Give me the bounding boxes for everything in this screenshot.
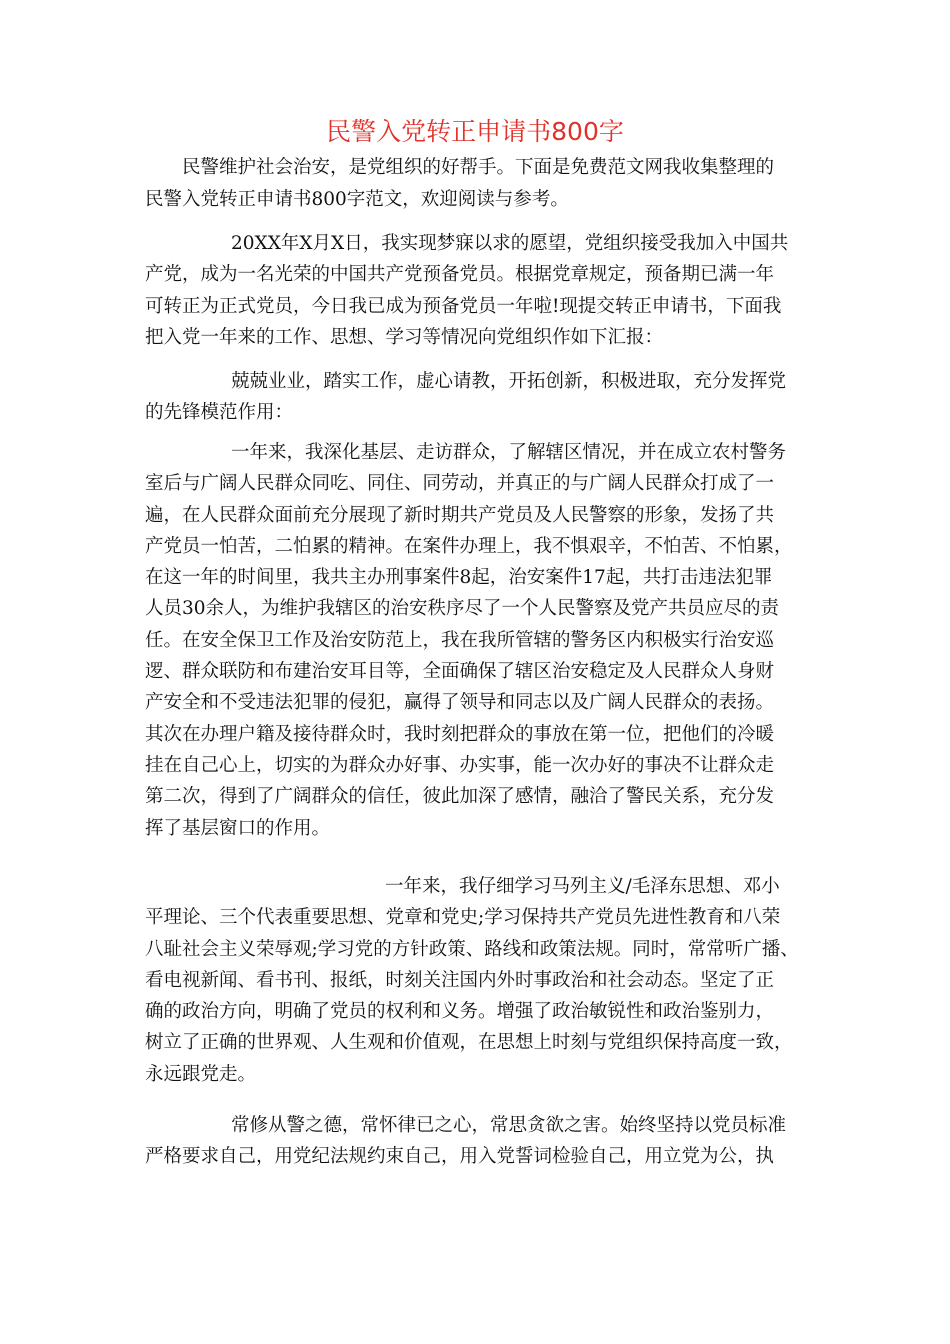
text-line: 任。在安全保卫工作及治安防范上，我在我所管辖的警务区内积极实行治安巡 — [145, 629, 775, 651]
text-line: 产党员一怕苦，二怕累的精神。在案件办理上，我不惧艰辛，不怕苦、不怕累， — [145, 535, 793, 557]
text-line: 在这一年的时间里，我共主办刑事案件8起，治安案件17起，共打击违法犯罪 — [145, 567, 773, 589]
intro-paragraph — [145, 152, 805, 216]
text-line: 平理论、三个代表重要思想、党章和党史;学习保持共产党员先进性教育和八荣 — [145, 907, 781, 929]
text-line: 挥了基层窗口的作用。 — [145, 817, 331, 839]
text-line: 产安全和不受违法犯罪的侵犯，赢得了领导和同志以及广阔人民群众的表扬。 — [145, 692, 775, 714]
paragraph-3 — [145, 437, 805, 844]
text-line: 挂在自己心上，切实的为群众办好事、办实事，能一次办好的事决不让群众走 — [145, 754, 775, 776]
text-line: 人员30余人，为维护我辖区的治安秩序尽了一个人民警察及党产共员应尽的责 — [145, 598, 780, 620]
text-line: 第二次，得到了广阔群众的信任，彼此加深了感情，融洽了警民关系，充分发 — [145, 786, 775, 808]
text-line: 兢兢业业，踏实工作，虚心请教，开拓创新，积极进取，充分发挥党 — [231, 371, 787, 392]
text-line: 可转正为正式党员，今日我已成为预备党员一年啦!现提交转正申请书，下面我 — [145, 295, 782, 317]
text-line: 树立了正确的世界观、人生观和价值观，在思想上时刻与党组织保持高度一致， — [145, 1032, 793, 1054]
text-line: 室后与广阔人民群众同吃、同住、同劳动，并真正的与广阔人民群众打成了一 — [145, 473, 775, 495]
text-line: 看电视新闻、看书刊、报纸，时刻关注国内外时事政治和社会动态。坚定了正 — [145, 969, 775, 991]
text-line: 民警入党转正申请书800字范文，欢迎阅读与参考。 — [145, 189, 569, 210]
paragraph-4 — [145, 871, 805, 1090]
text-line: 八耻社会主义荣辱观;学习党的方针政策、路线和政策法规。同时，常常听广播、 — [145, 938, 799, 960]
text-line: 永远跟党走。 — [145, 1063, 257, 1085]
text-line: 常修从警之德，常怀律已之心，常思贪欲之害。始终坚持以党员标准 — [231, 1115, 787, 1136]
text-line: 其次在办理户籍及接待群众时，我时刻把群众的事放在第一位，把他们的冷暖 — [145, 723, 775, 745]
text-line: 把入党一年来的工作、思想、学习等情况向党组织作如下汇报： — [145, 326, 664, 348]
text-line: 确的政治方向，明确了党员的权利和义务。增强了政治敏锐性和政治鉴别力， — [145, 1001, 775, 1023]
paragraph-1 — [145, 228, 805, 353]
text-line: 逻、群众联防和布建治安耳目等，全面确保了辖区治安稳定及人民群众人身财 — [145, 661, 775, 683]
text-line: 民警维护社会治安，是党组织的好帮手。下面是免费范文网我收集整理的 — [182, 157, 775, 178]
paragraph-5 — [145, 1110, 805, 1173]
document-title: 民警入党转正申请书800字 — [326, 117, 624, 146]
text-line: 的先锋模范作用： — [145, 402, 294, 424]
text-line: 严格要求自己，用党纪法规约束自己，用入党誓词检验自己，用立党为公，执 — [145, 1146, 775, 1168]
text-line: 一年来，我仔细学习马列主义/毛泽东思想、邓小 — [385, 876, 780, 897]
text-line: 遍，在人民群众面前充分展现了新时期共产党员及人民警察的形象，发扬了共 — [145, 504, 775, 526]
text-line: 20XX年X月X日，我实现梦寐以求的愿望，党组织接受我加入中国共 — [231, 233, 789, 254]
paragraph-2 — [145, 366, 805, 429]
text-line: 产党，成为一名光荣的中国共产党预备党员。根据党章规定，预备期已满一年 — [145, 264, 775, 286]
text-line: 一年来，我深化基层、走访群众，了解辖区情况，并在成立农村警务 — [231, 442, 787, 463]
